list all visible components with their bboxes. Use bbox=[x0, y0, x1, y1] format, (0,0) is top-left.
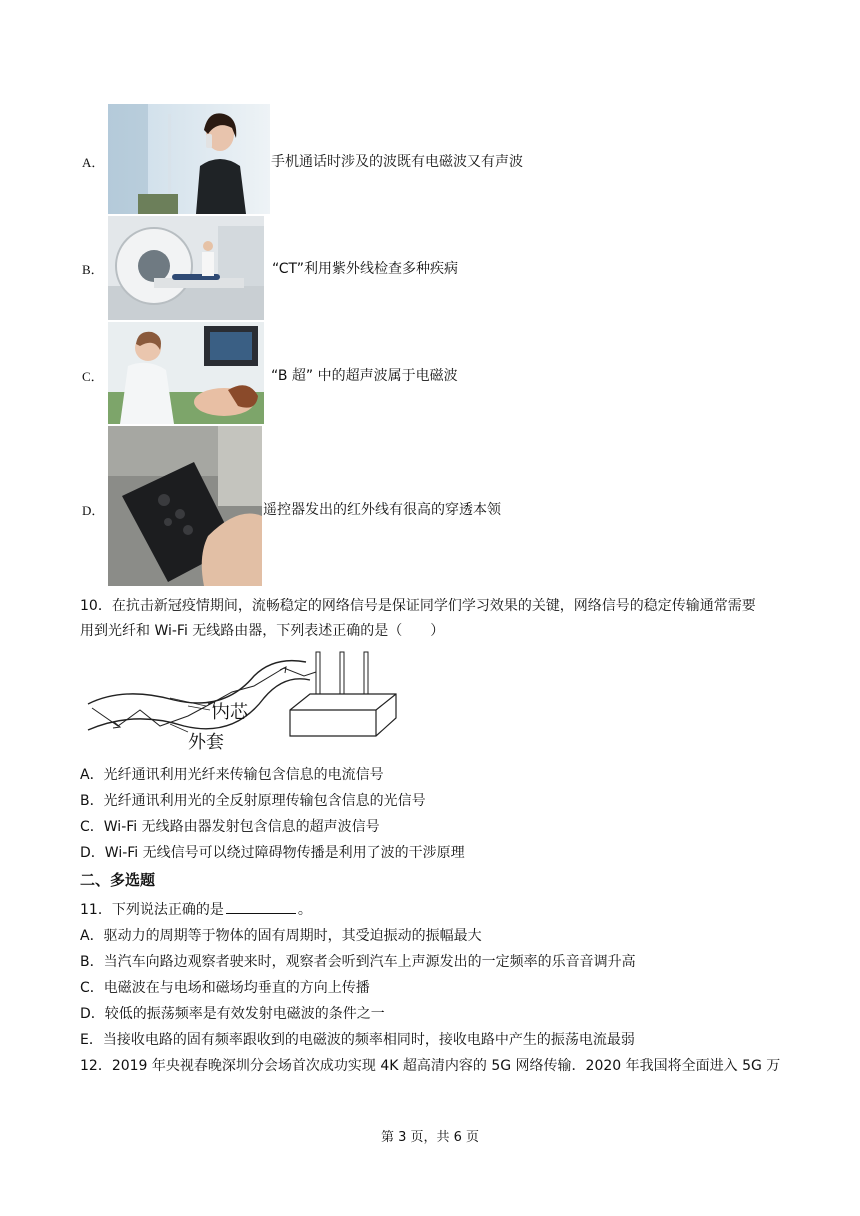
q10-option-d: D．Wi-Fi 无线信号可以绕过障碍物传播是利用了波的干涉原理 bbox=[80, 845, 465, 861]
option-c-text: “B 超” 中的超声波属于电磁波 bbox=[271, 368, 458, 384]
q10-option-a: A．光纤通讯利用光纤来传输包含信息的电流信号 bbox=[80, 767, 384, 783]
ultrasound-photo bbox=[108, 322, 264, 424]
q11-stem bbox=[80, 899, 312, 919]
q11-option-b: B．当汽车向路边观察者驶来时，观察者会听到汽车上声源发出的一定频率的乐音音调升高 bbox=[80, 954, 636, 970]
q11-option-e: E．当接收电路的固有频率跟收到的电磁波的频率相同时，接收电路中产生的振荡电流最弱 bbox=[80, 1032, 635, 1048]
q10-option-b: B．光纤通讯利用光的全反射原理传输包含信息的光信号 bbox=[80, 793, 426, 809]
q10-option-c: C．Wi-Fi 无线路由器发射包含信息的超声波信号 bbox=[80, 819, 380, 835]
page-footer: 第 3 页，共 6 页 bbox=[380, 1130, 480, 1145]
option-d-text: 遥控器发出的红外线有很高的穿透本领 bbox=[263, 502, 501, 518]
remote-control-photo bbox=[108, 426, 262, 586]
core-label: 内芯 bbox=[212, 702, 248, 723]
sheath-label: 外套 bbox=[188, 732, 224, 753]
phone-call-photo bbox=[108, 104, 270, 214]
q10-stem-line2: 用到光纤和 Wi-Fi 无线路由器，下列表述正确的是（ ） bbox=[80, 623, 445, 639]
option-a-letter: A． bbox=[82, 155, 105, 170]
q11-option-a: A．驱动力的周期等于物体的固有周期时，其受迫振动的振幅最大 bbox=[80, 928, 482, 944]
option-b-text: “CT”利用紫外线检查多种疾病 bbox=[272, 261, 459, 277]
option-b-letter: B． bbox=[82, 262, 104, 277]
q11-option-d: D．较低的振荡频率是有效发射电磁波的条件之一 bbox=[80, 1006, 385, 1022]
option-c-letter: C． bbox=[82, 369, 104, 384]
q11-stem-before: 11．下列说法正确的是 bbox=[80, 902, 224, 918]
answer-blank bbox=[226, 901, 296, 914]
q10-stem-line1: 10．在抗击新冠疫情期间，流畅稳定的网络信号是保证同学们学习效果的关键，网络信号的稳定传输通常需要 bbox=[80, 598, 756, 614]
option-a-text: 手机通话时涉及的波既有电磁波又有声波 bbox=[271, 154, 523, 170]
q11-option-c: C．电磁波在与电场和磁场均垂直的方向上传播 bbox=[80, 980, 370, 996]
option-d-letter: D． bbox=[82, 503, 105, 518]
ct-scanner-photo bbox=[108, 216, 264, 320]
section-title: 二、多选题 bbox=[80, 871, 156, 889]
q12-stem-line1: 12．2019 年央视春晚深圳分会场首次成功实现 4K 超高清内容的 5G 网络传输．2020 年我国将全面进入 5G 万 bbox=[80, 1058, 781, 1074]
q11-stem-after: 。 bbox=[297, 902, 312, 918]
fiber-router-figure bbox=[84, 646, 402, 754]
